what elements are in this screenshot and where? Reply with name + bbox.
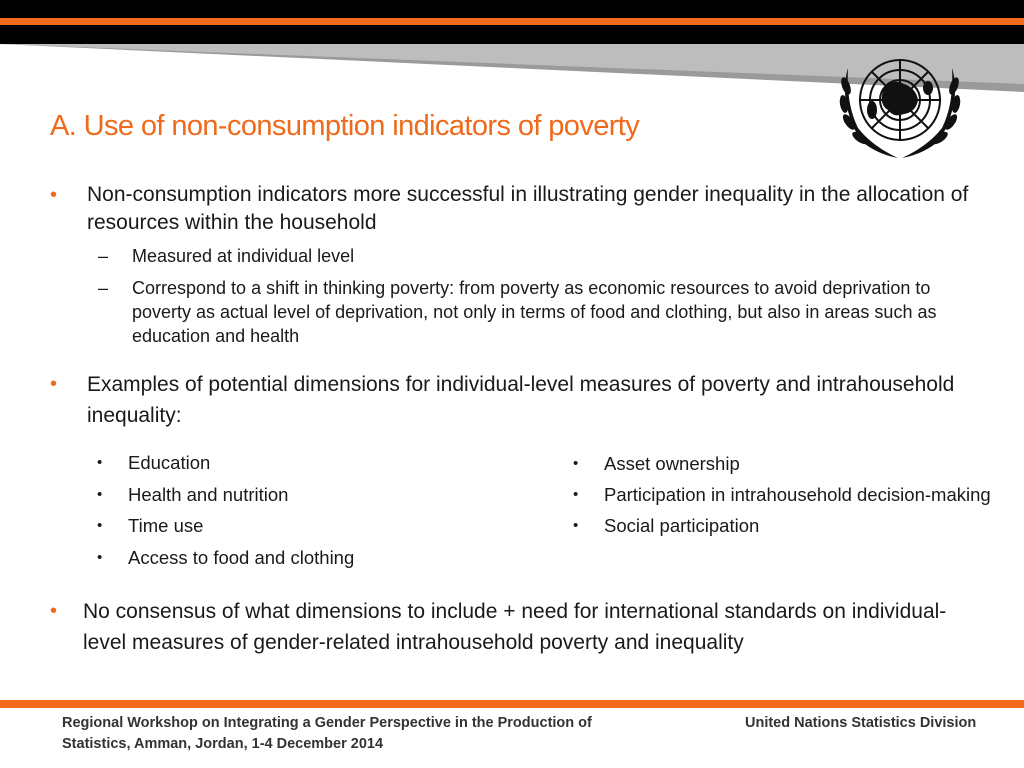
list-item-text: Time use	[128, 515, 204, 537]
list-item	[573, 512, 993, 539]
bullet-marker: •	[50, 184, 58, 206]
list-item	[97, 450, 497, 482]
bullet-text: Non-consumption indicators more successful in illustrating gender inequality in the allocation of resources within the household	[87, 183, 969, 234]
list-item	[573, 481, 993, 508]
list-item	[97, 482, 497, 514]
bullet-marker: •	[50, 600, 58, 622]
dash-marker: –	[98, 246, 109, 266]
list-item-text: Asset ownership	[604, 453, 740, 474]
list-item	[97, 545, 497, 577]
dimensions-list-right	[573, 450, 993, 543]
bullet-marker: •	[573, 455, 579, 472]
header-bar-bottom	[0, 25, 1024, 44]
header-bar-top	[0, 0, 1024, 18]
bullet-marker: •	[97, 548, 103, 566]
header-accent-stripe	[0, 18, 1024, 25]
bullet-text: Examples of potential dimensions for individual-level measures of poverty and intrahousehold inequality:	[87, 373, 955, 427]
list-item	[97, 513, 497, 545]
un-emblem-icon	[832, 48, 968, 162]
bullet-marker: •	[573, 517, 579, 534]
slide-title: A. Use of non-consumption indicators of poverty	[50, 110, 640, 142]
bullet-marker: •	[97, 517, 103, 535]
bullet-marker: •	[573, 486, 579, 503]
list-item-text: Health and nutrition	[128, 483, 289, 505]
bullet-marker: •	[97, 485, 103, 503]
bullet-marker: •	[97, 454, 103, 471]
subitem-text: Measured at individual level	[132, 246, 355, 266]
list-item	[573, 450, 993, 477]
footer-event-text: Regional Workshop on Integrating a Gender Perspective in the Production of Statistics, Amman, Jordan, 1-4 December 2014	[62, 715, 592, 752]
list-item-text: Participation in intrahousehold decision-making	[604, 484, 991, 505]
bullet-text: No consensus of what dimensions to include + need for international standards on individual-level measures of gender-related intrahousehold poverty and inequality	[83, 600, 947, 654]
dash-marker: –	[98, 278, 109, 298]
list-item-text: Education	[128, 452, 211, 473]
list-item-text: Access to food and clothing	[128, 546, 355, 568]
dimensions-list-left	[97, 450, 497, 576]
footer-organization-text: United Nations Statistics Division	[745, 715, 977, 731]
footer-accent-bar	[0, 700, 1024, 708]
subitem-text: Correspond to a shift in thinking poverty: from poverty as economic resources to avoid deprivation to poverty as actual level of deprivation, not only in terms of food and clothing, but also in areas such as education and health	[132, 278, 937, 346]
list-item-text: Social participation	[604, 515, 760, 536]
bullet-marker: •	[50, 373, 58, 395]
